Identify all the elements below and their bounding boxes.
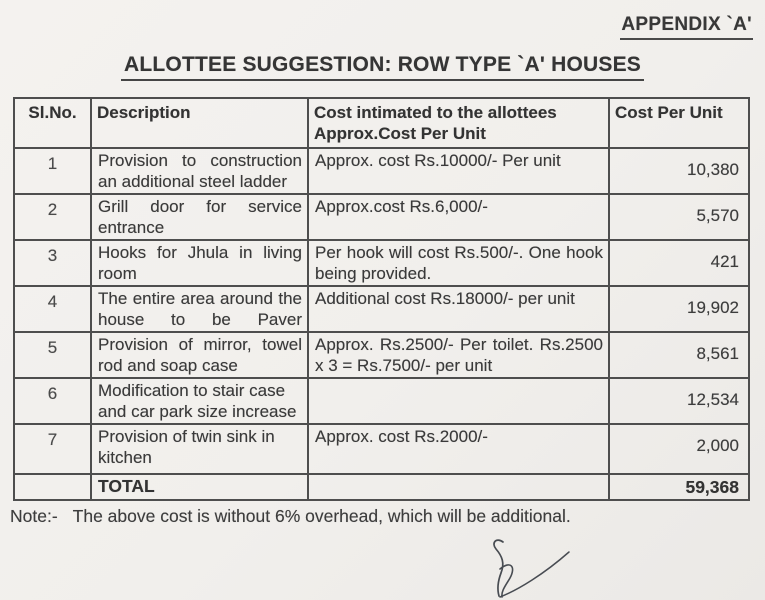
- table-row: [14, 424, 749, 474]
- cost-intimated-cell: Per hook will cost Rs.500/-. One hook being provided.: [308, 240, 609, 286]
- cost-per-unit-cell: 5,570: [609, 194, 749, 240]
- table-row: [14, 148, 749, 194]
- description-cell: Modification to stair case and car park size increase: [91, 378, 308, 424]
- sl-no-cell: 1: [14, 148, 91, 194]
- note-prefix: Note:-: [10, 506, 58, 526]
- sl-no-cell: 7: [14, 424, 91, 474]
- cost-per-unit-cell: 421: [609, 240, 749, 286]
- sl-no-cell: 6: [14, 378, 91, 424]
- description-cell: Hooks for Jhula in living room: [91, 240, 308, 286]
- total-value: 59,368: [609, 474, 749, 500]
- cost-per-unit-cell: 19,902: [609, 286, 749, 332]
- cost-intimated-cell: [308, 378, 609, 424]
- sl-no-cell: 3: [14, 240, 91, 286]
- description-cell: Provision of twin sink in kitchen: [91, 424, 308, 474]
- header-cost-per-unit: Cost Per Unit: [609, 98, 749, 148]
- note-text: The above cost is without 6% overhead, which will be additional.: [72, 506, 571, 526]
- table-row: [14, 240, 749, 286]
- page-title: ALLOTTEE SUGGESTION: ROW TYPE `A' HOUSES: [121, 53, 644, 81]
- table-row: [14, 332, 749, 378]
- description-cell: The entire area around the house to be Paver: [91, 286, 308, 332]
- table-row: [14, 286, 749, 332]
- header-description: Description: [91, 98, 308, 148]
- cost-per-unit-cell: 12,534: [609, 378, 749, 424]
- title-container: [0, 53, 765, 81]
- header-cost-intimated: [308, 98, 609, 148]
- description-cell: Provision to construction an additional steel ladder: [91, 148, 308, 194]
- signature-icon: [466, 529, 581, 600]
- cost-intimated-cell: Additional cost Rs.18000/- per unit: [308, 286, 609, 332]
- cost-per-unit-cell: 10,380: [609, 148, 749, 194]
- table-row: [14, 194, 749, 240]
- total-label: TOTAL: [91, 474, 308, 500]
- sl-no-cell: 5: [14, 332, 91, 378]
- table-row: [14, 378, 749, 424]
- cost-intimated-cell: Approx.cost Rs.6,000/-: [308, 194, 609, 240]
- table-header-row: [14, 98, 749, 148]
- footer-note: [10, 506, 750, 527]
- header-cost-intimated-line2: Approx.Cost Per Unit: [314, 124, 486, 143]
- header-sl-no: Sl.No.: [14, 98, 91, 148]
- description-cell: Grill door for service entrance: [91, 194, 308, 240]
- cost-per-unit-cell: 2,000: [609, 424, 749, 474]
- allottee-suggestion-table: [13, 97, 750, 501]
- description-cell: Provision of mirror, towel rod and soap case: [91, 332, 308, 378]
- sl-no-cell: 4: [14, 286, 91, 332]
- appendix-label: APPENDIX `A': [620, 14, 753, 40]
- total-empty-cell: [14, 474, 91, 500]
- total-empty-cost-cell: [308, 474, 609, 500]
- table-total-row: [14, 474, 749, 500]
- cost-intimated-cell: Approx. Rs.2500/- Per toilet. Rs.2500 x 3 = Rs.7500/- per unit: [308, 332, 609, 378]
- cost-intimated-cell: Approx. cost Rs.2000/-: [308, 424, 609, 474]
- sl-no-cell: 2: [14, 194, 91, 240]
- cost-intimated-cell: Approx. cost Rs.10000/- Per unit: [308, 148, 609, 194]
- cost-per-unit-cell: 8,561: [609, 332, 749, 378]
- header-cost-intimated-line1: Cost intimated to the allottees: [314, 103, 557, 122]
